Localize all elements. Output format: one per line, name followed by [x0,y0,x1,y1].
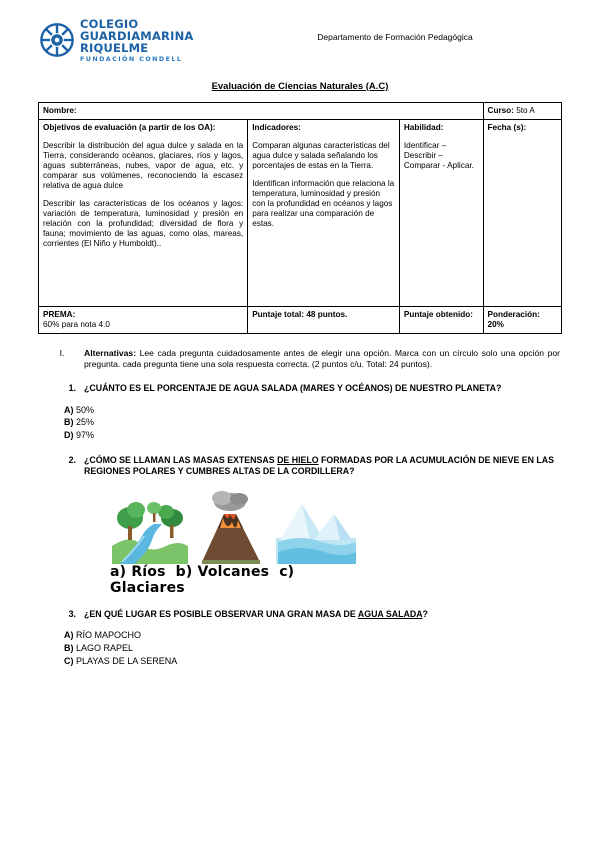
page-title: Evaluación de Ciencias Naturales (A.C) [211,80,389,92]
volcano-icon [194,490,270,564]
question-3-part-3: ? [422,608,428,619]
skill-value: Identificar – Describir – Comparar - Aplicar. [403,140,474,170]
ship-wheel-icon [40,23,74,57]
logo-line-colegio: COLEGIO [80,17,139,31]
question-2-part-3: FORMADAS POR LA ACUMULACIÓN DE NIEVE EN LAS REGIONES POLARES Y CUMBRES ALTAS DE LA CORDILLERA? [84,454,555,477]
question-3 [40,609,560,620]
course-value: 5to A [516,105,535,115]
weight-cell [483,306,561,333]
instruction-block [40,348,560,370]
question-1-number: 1. [68,383,76,394]
indicator-2: Identifican información que relaciona la temperatura, luminosidad y presión con la profundidad en océanos y lagos para realizar una comparación de estas. [252,178,395,228]
question-1-text: ¿CUÁNTO ES EL PORCENTAJE DE AGUA SALADA (MARES Y OCÉANOS) DE NUESTRO PLANETA? [84,383,502,394]
total-score-label: Puntaje total: 48 puntos. [252,309,348,319]
obtained-score-cell [399,306,483,333]
obtained-score-label: Puntaje obtenido: [403,309,473,319]
question-3-text [84,609,560,620]
option-row[interactable] [64,642,560,655]
river-with-trees [112,490,188,564]
objective-1: Describir la distribución del agua dulce y salada en la Tierra, considerando océanos, glaciares, ríos y lagos, aguas subterráneas, nubes, vapor de agua, etc. y comparar sus volúmenes, reconociendo la escasez relativa de agua dulce [43,140,244,190]
instruction-text [84,348,560,370]
option-key: C) [64,655,74,666]
total-score-cell [248,306,400,333]
option-label: 25% [76,417,95,428]
weight-label: Ponderación: 20% [487,309,540,329]
logo-line-guardiamarina: GUARDIAMARINA [80,29,194,44]
question-2-part-2: DE HIELO [277,454,319,465]
caption-option-b[interactable]: b) Volcanes [175,563,270,580]
school-logo-text [80,18,194,63]
course-label: Curso: [487,105,514,115]
option-key: B) [64,417,74,428]
question-3-part-2: AGUA SALADA [357,608,423,619]
name-cell [39,102,484,119]
objective-2: Describir las características de los océanos y lagos: variación de temperatura, luminosidad y presión en relación con la profundidad; diversidad de flora y fauna; movimiento de las aguas, como olas, mareas, corrientes (El Niño y Humboldt).. [43,198,244,248]
figure-caption [110,564,360,596]
option-label: LAGO RAPEL [76,643,134,653]
course-cell [483,102,561,119]
option-key: D) [64,430,74,441]
instruction-number: I. [59,347,65,358]
option-label: RÍO MAPOCHO [76,630,142,641]
caption-option-c[interactable]: c) Glaciares [110,563,295,596]
option-key: A) [64,404,74,415]
option-label: 97% [76,430,95,441]
instruction-label: Alternativas: [84,347,137,358]
table-row-content [39,119,562,306]
question-3-options [64,629,560,667]
option-label: PLAYAS DE LA SERENA [76,655,178,666]
objectives-cell [39,119,248,306]
prema-value: 60% para nota 4.0 [43,319,110,329]
option-label: 50% [76,404,95,415]
evaluation-table [38,102,562,334]
logo-line-riquelme: RIQUELME [80,41,149,56]
table-row-name [39,102,562,119]
option-row[interactable] [64,655,560,668]
prema-label: PREMA: [43,309,76,319]
department-label: Departamento de Formación Pedagógica [317,32,473,42]
logo-line-fundacion: FUNDACIÓN CONDELL [80,55,183,64]
instruction-body: Lee cada pregunta cuidadosamente antes de elegir una opción. Marca con un círculo solo una opción por pregunta. cada pregunta tiene una sola respuesta correcta. (2 puntos c/u. Total: 24 puntos). [84,347,561,370]
skill-header: Habilidad: [403,122,444,132]
question-3-part-1: ¿EN QUÉ LUGAR ES POSIBLE OBSERVAR UNA GRAN MASA DE [84,608,358,619]
indicator-1: Comparan algunas características del agua dulce y salada señalando los porcentajes de estas en la Tierra. [252,140,390,170]
question-3-number: 3. [68,608,76,619]
option-key: B) [64,643,74,653]
document-header [0,0,600,63]
question-2-part-1: ¿CÓMO SE LLAMAN LAS MASAS EXTENSAS [84,454,278,465]
question-1-options [64,404,560,442]
question-2 [40,455,560,478]
evaluation-table-wrapper [38,102,562,334]
glacier-iceberg-icon [276,490,356,564]
question-2-number: 2. [68,454,76,465]
objectives-header: Objetivos de evaluación (a partir de los OA): [43,122,216,132]
date-header: Fecha (s): [487,122,527,132]
caption-option-a[interactable]: a) Ríos [110,563,166,580]
date-cell [483,119,561,306]
indicators-header: Indicadores: [252,122,301,132]
illustration-svg [110,488,360,566]
option-row[interactable] [64,429,560,442]
name-label: Nombre: [43,105,77,115]
question-1 [40,383,560,394]
landscape-illustration [110,488,360,596]
indicators-cell [248,119,400,306]
question-2-text [84,455,560,478]
option-row[interactable] [64,416,560,429]
option-key: A) [64,630,74,641]
option-row[interactable] [64,404,560,417]
skill-cell [399,119,483,306]
school-logo [40,18,250,63]
document-body [40,348,560,668]
prema-cell [39,306,248,333]
table-row-scores [39,306,562,333]
option-row[interactable] [64,629,560,642]
